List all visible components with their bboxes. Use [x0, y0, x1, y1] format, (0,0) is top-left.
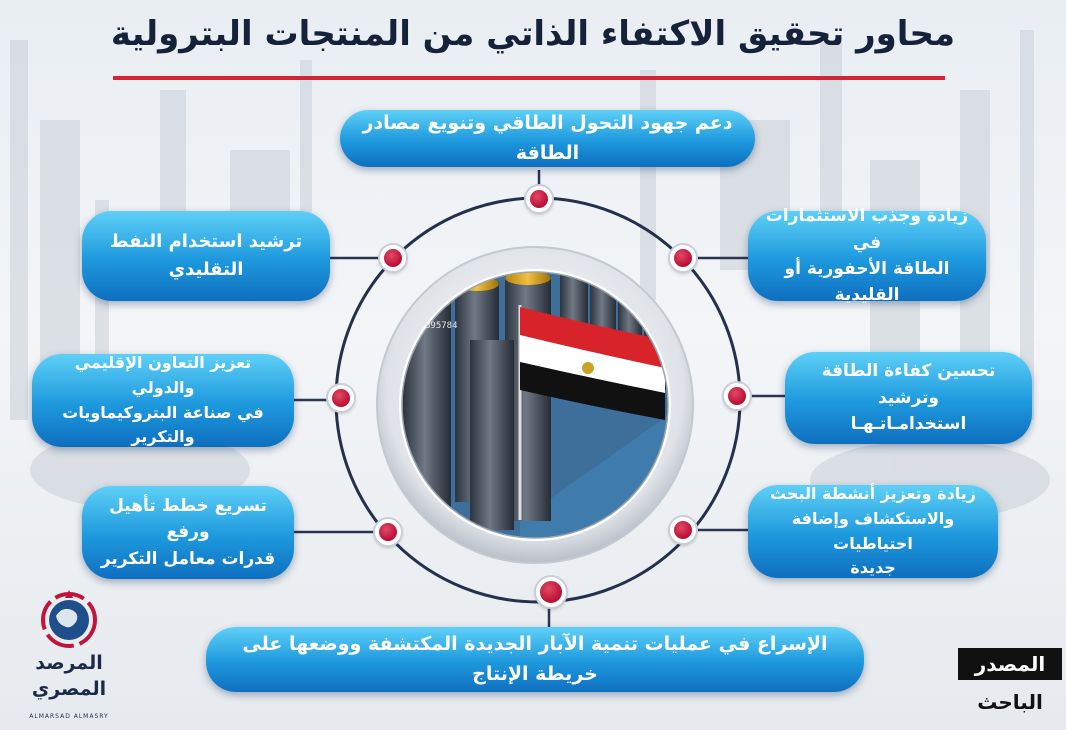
axis-right-3-line-2: والاستكشاف وإضافة احتياطيات	[791, 508, 955, 553]
axis-left-2-line-1: تعزيز التعاون الإقليمي والدولي	[74, 352, 252, 397]
node-bottom	[536, 577, 566, 607]
axis-right-1-line-1: زيادة وجذب الاستثمارات في	[765, 206, 969, 253]
source-value: الباحث	[977, 690, 1043, 714]
axis-right-3-line-3: جديدة	[850, 558, 896, 578]
axis-left-2	[32, 354, 294, 447]
axis-right-1	[748, 206, 986, 306]
node-right-1	[670, 245, 696, 271]
axis-top	[340, 110, 755, 167]
axis-left-2-line-3: والتكرير	[131, 427, 195, 447]
barrel-label: B95784	[425, 321, 458, 331]
source-label: المصدر	[958, 648, 1062, 680]
axis-left-1-line-2: التقليدي	[168, 259, 244, 280]
node-left-3	[375, 519, 401, 545]
node-right-2	[724, 383, 750, 409]
axis-right-2-line-2: استخدامـاتـهـا	[850, 414, 967, 435]
axis-right-2	[785, 352, 1032, 444]
axis-right-3-line-1: زيادة وتعزيز أنشطة البحث	[769, 483, 977, 503]
node-top	[526, 186, 552, 212]
axis-right-3	[748, 485, 998, 578]
axis-right-2-line-1: تحسين كفاءة الطاقة وترشيد	[821, 361, 996, 408]
logo-name-line-2: المصري	[31, 678, 107, 700]
page-title: محاور تحقيق الاكتفاء الذاتي من المنتجات البترولية	[110, 14, 956, 54]
axis-left-2-line-2: في صناعة البتروكيماويات	[62, 402, 264, 422]
axis-left-1-line-1: ترشيد استخدام النفط	[109, 231, 303, 253]
axis-left-3	[82, 486, 294, 579]
almarsad-globe-logo-icon	[14, 588, 124, 650]
axis-bottom-text: الإسراع في عمليات تنمية الآبار الجديدة المكتشفة ووضعها على خريطة الإنتاج	[242, 633, 828, 685]
axis-top-text: دعم جهود التحول الطاقي وتنويع مصادر الطاقة	[362, 112, 733, 164]
node-left-2	[328, 385, 354, 411]
axis-right-1-line-2: الطاقة الأحفورية أو القليدية	[784, 259, 950, 306]
axis-left-3-line-1: تسريع خطط تأهيل ورفع	[109, 495, 267, 543]
axis-left-1	[82, 211, 330, 301]
node-left-1	[380, 245, 406, 271]
node-right-3	[670, 517, 696, 543]
almarsad-logo	[14, 588, 124, 728]
axis-bottom	[206, 627, 864, 692]
logo-latin-name: ALMARSAD ALMASRY	[29, 713, 109, 720]
axis-left-3-line-2: قدرات معامل التكرير	[100, 548, 276, 569]
logo-name-line-1: المرصد	[35, 652, 103, 674]
